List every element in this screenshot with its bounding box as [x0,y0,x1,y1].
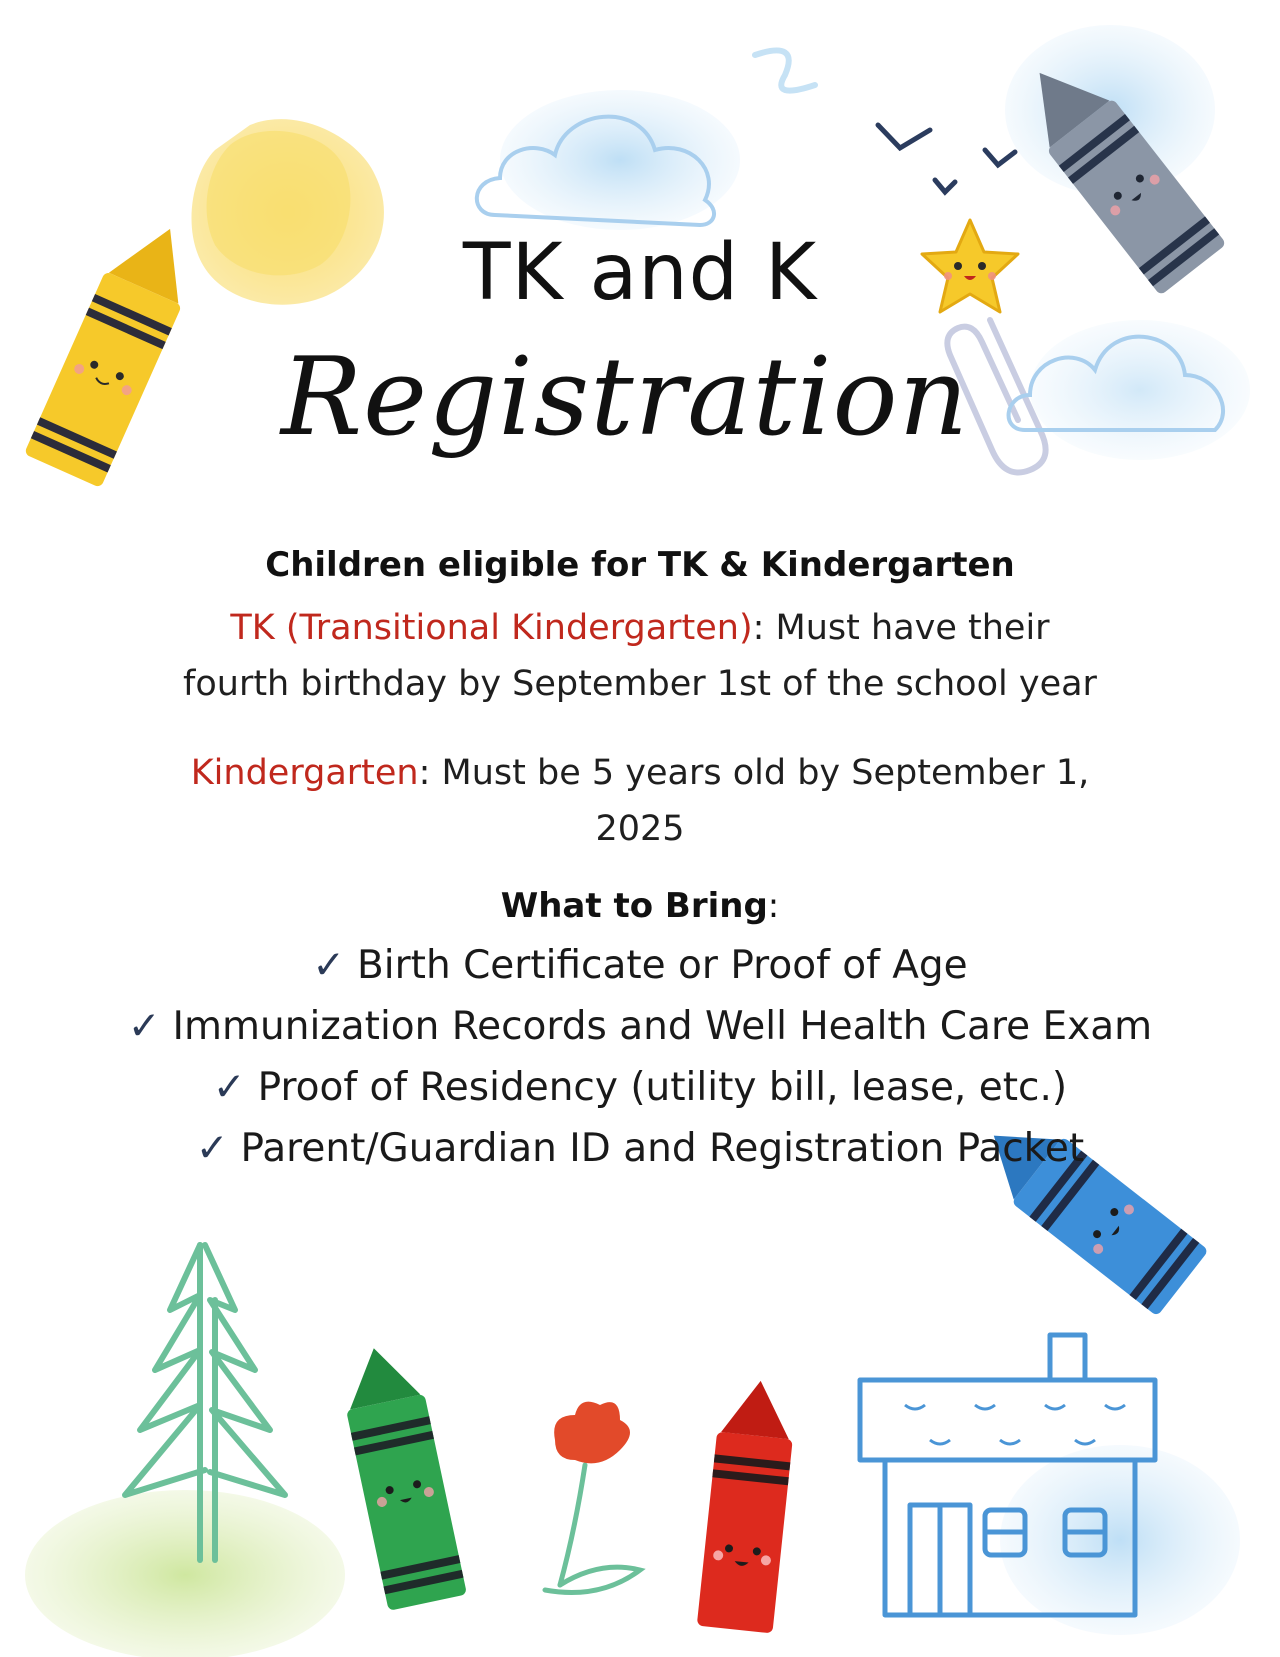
title-line-2: Registration [280,335,970,460]
tk-line-2: fourth birthday by September 1st of the school year [183,664,1097,704]
checkmark-icon: ✓ [312,943,346,988]
k-separator: : [418,753,431,793]
title-line-1: TK and K [462,228,818,318]
tk-label: TK (Transitional Kindergarten) [230,608,753,648]
checklist-item-label: Proof of Residency (utility bill, lease, etc.) [257,1065,1068,1110]
tk-eligibility [0,600,1280,712]
k-line-1 [0,745,1280,801]
checklist-item [0,935,1280,996]
k-label: Kindergarten [190,753,419,793]
eligibility-heading: Children eligible for TK & Kindergarten [265,545,1015,585]
tk-line-1 [0,600,1280,656]
checklist-item-label: Immunization Records and Well Health Care Exam [172,1004,1153,1049]
bring-checklist [0,935,1280,1179]
k-line-2: 2025 [595,809,685,849]
tk-line-1-text: Must have their [764,608,1050,648]
k-line-1-text: Must be 5 years old by September 1, [430,753,1090,793]
checklist-item [0,1057,1280,1118]
bring-heading-text: What to Bring [500,886,768,926]
k-eligibility [0,745,1280,857]
checklist-item-label: Birth Certificate or Proof of Age [357,943,968,988]
tk-separator: : [752,608,765,648]
checklist-item [0,996,1280,1057]
checkmark-icon: ✓ [127,1004,161,1049]
checkmark-icon: ✓ [212,1065,246,1110]
bring-heading-separator: : [767,886,780,926]
checkmark-icon: ✓ [195,1126,229,1171]
checklist-item [0,1118,1280,1179]
bring-heading [0,886,1280,926]
checklist-item-label: Parent/Guardian ID and Registration Packet [240,1126,1085,1171]
